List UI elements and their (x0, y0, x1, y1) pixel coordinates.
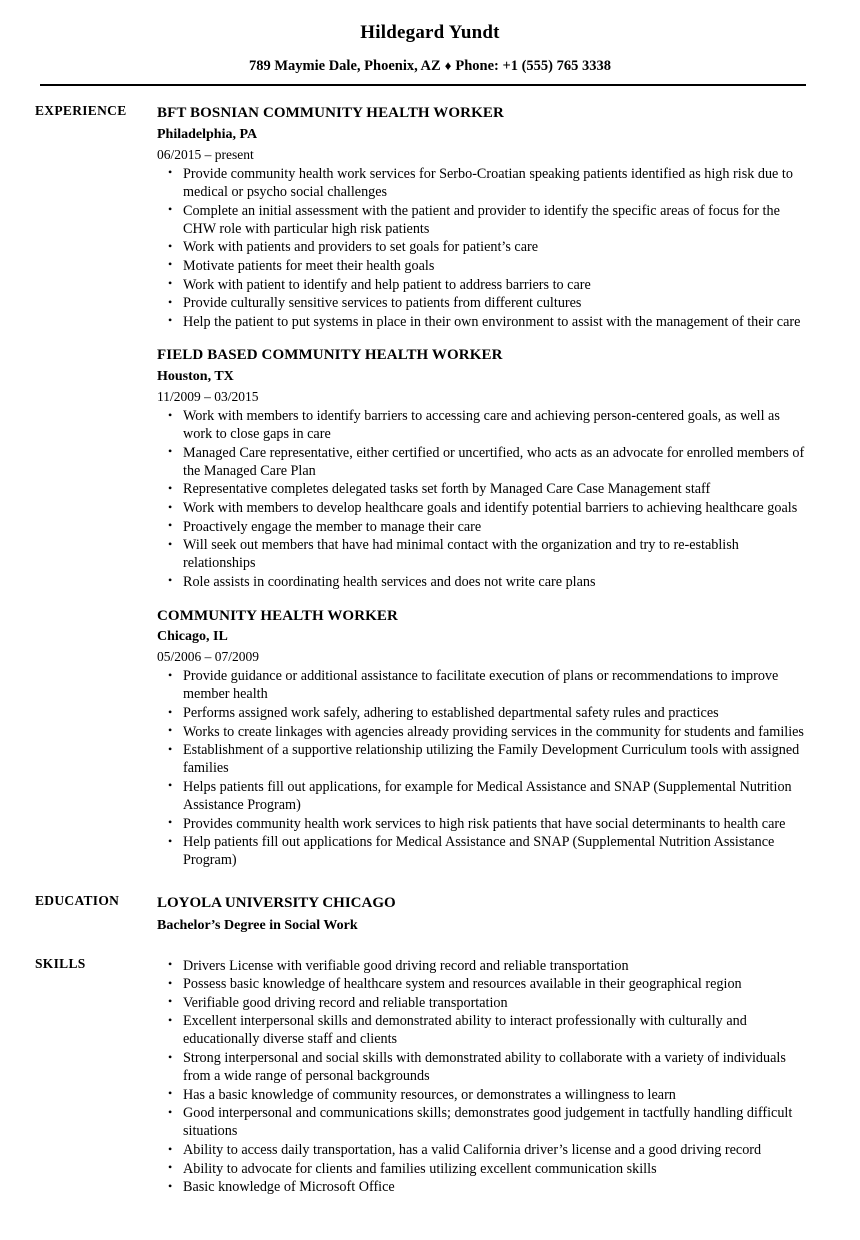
phone-text: Phone: +1 (555) 765 3338 (455, 57, 612, 74)
list-item: • Ability to access daily transportation, has a valid California driver’s license and a good driving record (157, 1141, 812, 1159)
job-title: COMMUNITY HEALTH WORKER (157, 607, 398, 624)
list-item: • Performs assigned work safely, adhering to established departmental safety rules and practices (157, 704, 812, 722)
list-item: • Possess basic knowledge of healthcare system and resources available in their geographical region (157, 975, 812, 993)
contact-line (0, 58, 860, 75)
header-divider (40, 84, 806, 86)
job-dates: 06/2015 – present (157, 146, 254, 162)
list-item: • Will seek out members that have had minimal contact with the organization and try to re-establish relationships (157, 536, 812, 572)
education-section-label: EDUCATION (35, 892, 120, 908)
list-item: • Helps patients fill out applications, for example for Medical Assistance and SNAP (Supplemental Nutrition Assistance Program) (157, 778, 812, 814)
education-content (157, 893, 860, 936)
education-school: LOYOLA UNIVERSITY CHICAGO (157, 894, 396, 911)
education-item (157, 893, 812, 936)
list-item: • Provide community health work services for Serbo-Croatian speaking patients identified as high risk due to medical or psycho social challenges (157, 165, 812, 201)
job-title: BFT BOSNIAN COMMUNITY HEALTH WORKER (157, 105, 504, 122)
list-item: • Complete an initial assessment with the patient and provider to identify the specific areas of focus for the CHW role with particular high risk patients (157, 202, 812, 238)
experience-content (157, 103, 860, 870)
list-item: • Help the patient to put systems in place in their own environment to assist with the management of their care (157, 313, 812, 331)
experience-section-label: EXPERIENCE (35, 103, 127, 119)
job-location: Philadelphia, PA (157, 126, 258, 142)
list-item: • Representative completes delegated tasks set forth by Managed Care Case Management staff (157, 480, 812, 498)
list-item: • Provide culturally sensitive services to patients from different cultures (157, 294, 812, 312)
job-dates: 11/2009 – 03/2015 (157, 388, 259, 404)
education-section (0, 893, 860, 936)
list-item: • Strong interpersonal and social skills with demonstrated ability to collaborate with a variety of individuals from a wide range of personal backgrounds (157, 1049, 812, 1085)
job-bullet-list (157, 667, 812, 869)
list-item: • Basic knowledge of Microsoft Office (157, 1178, 812, 1196)
diamond-separator-icon: ♦ (444, 57, 452, 73)
candidate-name: Hildegard Yundt (360, 22, 500, 43)
list-item: • Excellent interpersonal skills and demonstrated ability to interact professionally with culturally and educationally diverse staff and clients (157, 1012, 812, 1048)
list-item: • Work with members to identify barriers to accessing care and achieving person-centered goals, as well as work to close gaps in care (157, 407, 812, 443)
skills-bullet-list (157, 957, 812, 1197)
skills-section (0, 956, 860, 1197)
list-item: • Has a basic knowledge of community resources, or demonstrates a willingness to learn (157, 1086, 812, 1104)
job-bullet-list (157, 407, 812, 591)
list-item: • Works to create linkages with agencies already providing services in the community for students and families (157, 723, 812, 741)
experience-item (157, 606, 812, 870)
list-item: • Verifiable good driving record and reliable transportation (157, 994, 812, 1012)
skills-section-label: SKILLS (35, 955, 86, 971)
job-bullet-list (157, 165, 812, 331)
list-item: • Role assists in coordinating health services and does not write care plans (157, 573, 812, 591)
job-spacer (157, 331, 812, 345)
list-item: • Motivate patients for meet their health goals (157, 257, 812, 275)
list-item: • Work with members to develop healthcare goals and identify potential barriers to achieving healthcare goals (157, 499, 812, 517)
list-item: • Provides community health work services to high risk patients that have social determinants to health care (157, 815, 812, 833)
job-dates: 05/2006 – 07/2009 (157, 649, 260, 665)
job-spacer (157, 592, 812, 606)
experience-section (0, 103, 860, 870)
skills-content (157, 956, 860, 1197)
list-item: • Work with patients and providers to set goals for patient’s care (157, 238, 812, 256)
list-item: • Provide guidance or additional assistance to facilitate execution of plans or recommendations to improve member health (157, 667, 812, 703)
list-item: • Help patients fill out applications for Medical Assistance and SNAP (Supplemental Nutrition Assistance Program) (157, 833, 812, 869)
education-degree: Bachelor’s Degree in Social Work (157, 917, 358, 933)
list-item: • Work with patient to identify and help patient to address barriers to care (157, 276, 812, 294)
job-location: Houston, TX (157, 369, 234, 385)
job-title: FIELD BASED COMMUNITY HEALTH WORKER (157, 347, 503, 364)
job-location: Chicago, IL (157, 629, 228, 645)
list-item: • Managed Care representative, either certified or uncertified, who acts as an advocate for enrolled members of the Managed Care Plan (157, 444, 812, 480)
section-spacer (0, 936, 860, 956)
address-text: 789 Maymie Dale, Phoenix, AZ (248, 57, 441, 74)
experience-item (157, 103, 812, 331)
section-spacer (0, 870, 860, 893)
list-item: • Proactively engage the member to manage their care (157, 518, 812, 536)
list-item: • Good interpersonal and communications skills; demonstrates good judgement in tactfully handling difficult situations (157, 1104, 812, 1140)
list-item: • Drivers License with verifiable good driving record and reliable transportation (157, 957, 812, 975)
experience-item (157, 345, 812, 591)
resume-header (0, 0, 860, 86)
list-item: • Ability to advocate for clients and families utilizing excellent communication skills (157, 1160, 812, 1178)
list-item: • Establishment of a supportive relationship utilizing the Family Development Curriculum tools with assigned families (157, 741, 812, 777)
